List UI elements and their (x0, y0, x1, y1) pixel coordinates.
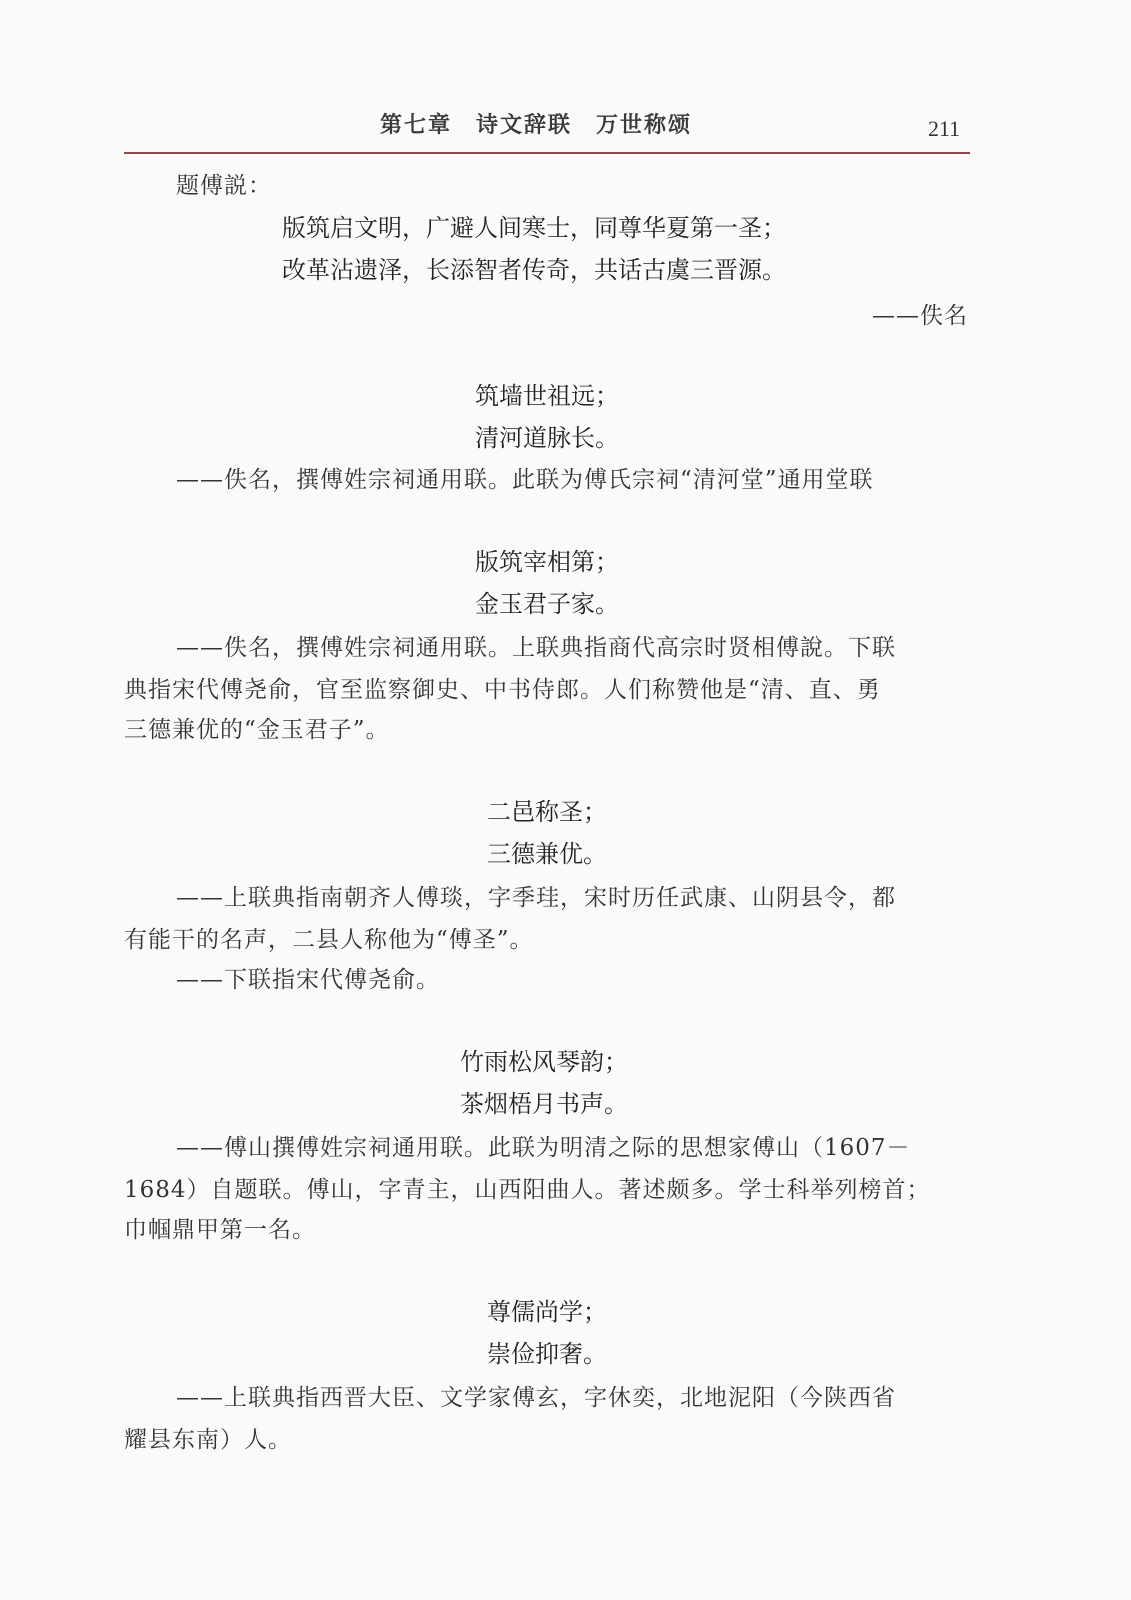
annotation: ——傅山撰傅姓宗祠通用联。此联为明清之际的思想家傅山（1607－ (176, 1135, 911, 1161)
couplet-upper: 版筑启文明，广避人间寒士，同尊华夏第一圣； (282, 214, 786, 242)
couplet-lower: 茶烟梧月书声。 (460, 1090, 628, 1118)
couplet-upper: 版筑宰相第； (475, 548, 619, 576)
couplet-lower: 清河道脉长。 (475, 424, 619, 452)
annotation: 典指宋代傅尧俞，官至监察御史、中书侍郎。人们称赞他是“清、直、勇 (124, 677, 881, 703)
annotation: ——佚名，撰傅姓宗祠通用联。上联典指商代高宗时贤相傅說。下联 (176, 635, 896, 661)
couplet-upper: 筑墙世祖远； (475, 382, 619, 410)
couplet-lower: 改革沾遗泽，长添智者传奇，共话古虞三晋源。 (282, 256, 786, 284)
annotation: 巾帼鼎甲第一名。 (124, 1217, 316, 1243)
couplet-lower: 金玉君子家。 (475, 590, 619, 618)
couplet-upper: 二邑称圣； (487, 798, 607, 826)
annotation: ——下联指宋代傅尧俞。 (176, 967, 440, 993)
annotation: ——上联典指南朝齐人傅琰，字季珪，宋时历任武康、山阴县令，都 (176, 885, 896, 911)
page-number: 211 (928, 116, 961, 141)
annotation: 1684）自题联。傅山，字青主，山西阳曲人。著述颇多。学士科举列榜首； (124, 1177, 931, 1203)
annotation: ——上联典指西晋大臣、文学家傅玄，字休奕，北地泥阳（今陕西省 (176, 1385, 896, 1411)
annotation: 三德兼优的“金玉君子”。 (124, 717, 390, 743)
couplet-lower: 三德兼优。 (487, 840, 607, 868)
couplet-upper: 尊儒尚学； (487, 1298, 607, 1326)
annotation: 有能干的名声，二县人称他为“傅圣”。 (124, 927, 534, 953)
annotation: 耀县东南）人。 (124, 1427, 292, 1453)
header-divider (124, 152, 970, 154)
chapter-title: 第七章 诗文辞联 万世称颂 (380, 113, 693, 138)
couplet-lower: 崇俭抑奢。 (487, 1340, 607, 1368)
couplet-upper: 竹雨松风琴韵； (460, 1048, 628, 1076)
attribution: ——佚名 (872, 303, 968, 329)
annotation: ——佚名，撰傅姓宗祠通用联。此联为傅氏宗祠“清河堂”通用堂联 (176, 467, 874, 493)
entry-intro: 题傅説： (176, 173, 272, 199)
